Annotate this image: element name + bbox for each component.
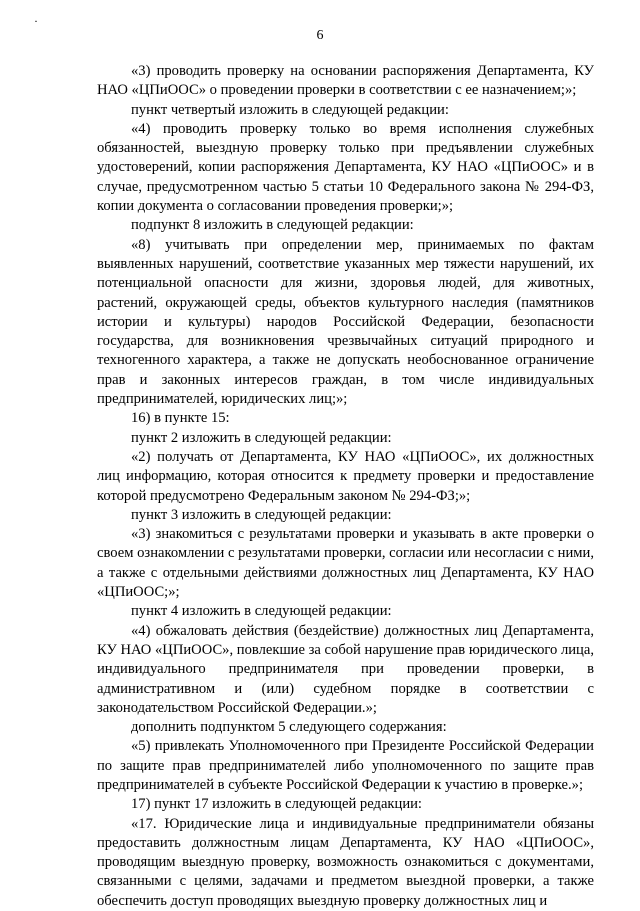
paragraph: пункт четвертый изложить в следующей редакции: [131,101,449,118]
paragraph: пункт 4 изложить в следующей редакции: [131,603,392,620]
paragraph: пункт 2 изложить в следующей редакции: [131,429,392,446]
paragraph: дополнить подпунктом 5 следующего содержания: [131,719,447,736]
paragraph: 17) пункт 17 изложить в следующей редакции: [131,796,422,813]
paragraph: «8) учитывать при определении мер, принимаемых по фактам выявленных нарушений, соответствие указанных мер тяжести нарушений, их потенциальной опасности для жизни, здоровья людей, для животных, растений, окружающей среды, объектов культурного наследия (памятников истории и культуры) народов Российской Федерации, безопасности государства, для возникновения чрезвычайных ситуаций природного и техногенного характера, а также не допускать необоснованное ограничение прав и законных интересов граждан, в том числе индивидуальных предпринимателей, юридических лиц;»; [97,236,594,408]
paragraph: «4) проводить проверку только во время исполнения служебных обязанностей, выездную проверку только при предъявлении служебных удостоверений, копии распоряжения Департамента, КУ НАО «ЦПиООС» и в случае, предусмотренном частью 5 статьи 10 Федерального закона № 294-ФЗ, копии документа о согласовании проведения проверки;»; [97,120,594,215]
paragraph: «17. Юридические лица и индивидуальные предприниматели обязаны предоставить должностным лицам Департамента, КУ НАО «ЦПиООС», проводящим выездную проверку, возможность ознакомиться с документами, связанными с целями, задачами и предметом выездной проверки, а также обеспечить доступ проводящих выездную проверку должностных лиц и [97,815,594,909]
paragraph: подпункт 8 изложить в следующей редакции: [131,217,414,234]
paragraph: «5) привлекать Уполномоченного при Президенте Российской Федерации по защите прав предпринимателей либо уполномоченного по защите прав предпринимателей в субъекте Российской Федерации к участию в проверке.»; [97,738,594,793]
document-body [97,62,594,911]
paragraph: «3) знакомиться с результатами проверки и указывать в акте проверки о своем ознакомлении с результатами проверки, согласии или несогласии с ними, а также с отдельными действиями должностных лиц Департамента, КУ НАО «ЦПиООС;»; [97,526,594,601]
page-number: 6 [316,28,324,43]
paragraph: «2) получать от Департамента, КУ НАО «ЦПиООС», их должностных лиц информацию, которая относится к предмету проверки и предоставление которой предусмотрено Федеральным законом № 294-ФЗ;»; [97,448,594,504]
paragraph: «3) проводить проверку на основании распоряжения Департамента, КУ НАО «ЦПиООС» о проведении проверки в соответствии с ее назначением;»; [97,63,594,99]
corner-mark: · [34,14,38,28]
paragraph: «4) обжаловать действия (бездействие) должностных лиц Департамента, КУ НАО «ЦПиООС», повлекшие за собой нарушение прав юридического лица, индивидуального предпринимателя при проведении проверки, в административном и (или) судебном порядке в соответствии с законодательством Российской Федерации.»; [97,622,594,716]
paragraph: пункт 3 изложить в следующей редакции: [131,506,392,523]
paragraph: 16) в пункте 15: [131,410,230,427]
